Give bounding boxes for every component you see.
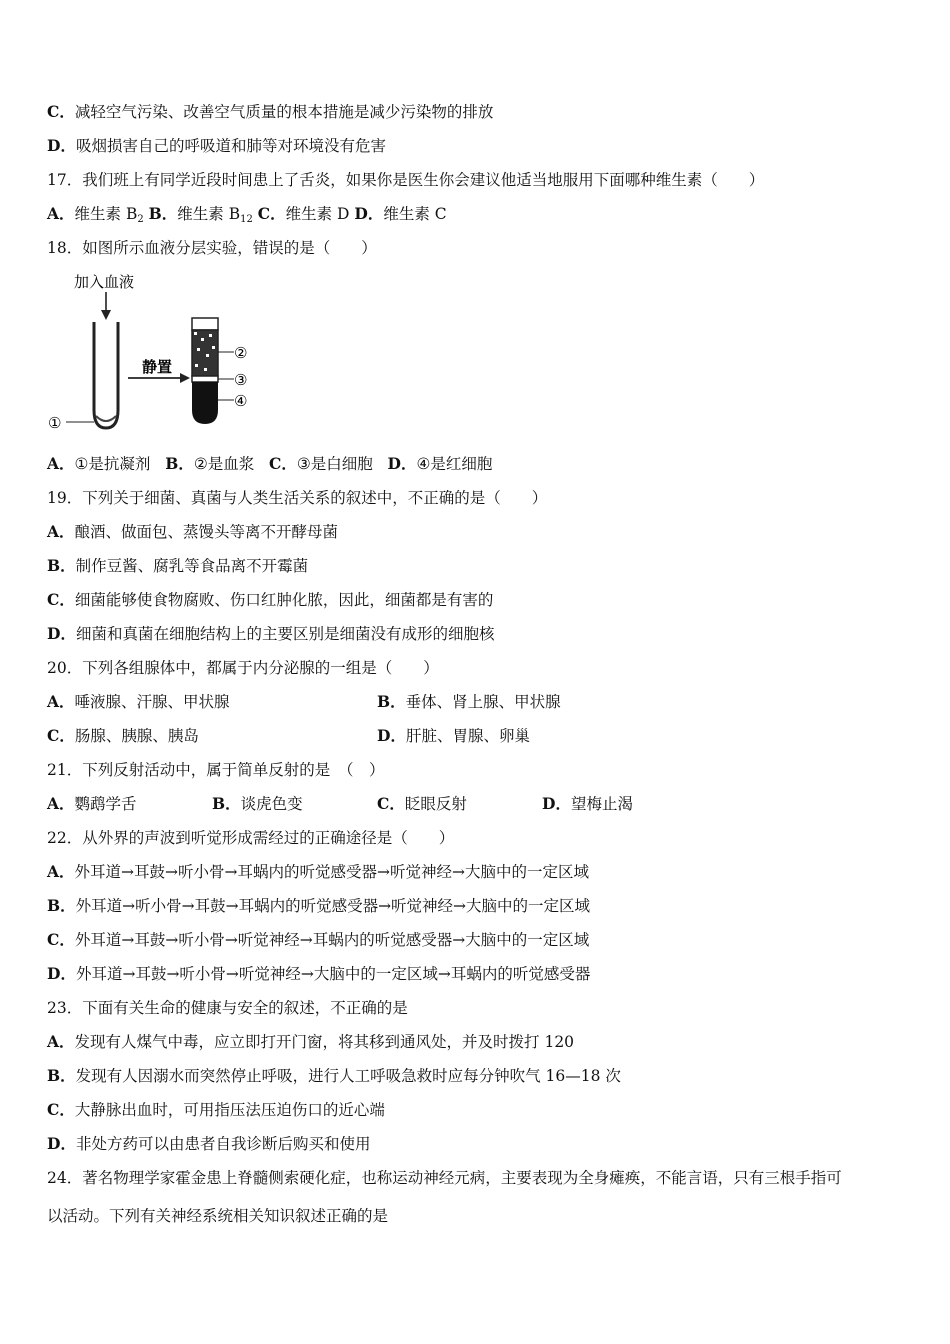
left-test-tube (94, 322, 118, 428)
q16-option-c: C．减轻空气污染、改善空气质量的根本措施是减少污染物的排放 (47, 102, 494, 121)
q19-option-b: B．制作豆酱、腐乳等食品离不开霉菌 (47, 556, 309, 575)
q17-options: A．维生素 $B_2$ B．维生素 $B_{12}$ C．维生素 D D．维生素 C (47, 204, 447, 225)
red-cell-layer (192, 382, 218, 424)
texture-dot (195, 364, 198, 367)
q17-stem: 17．我们班上有同学近段时间患上了舌炎，如果你是医生你会建议他适当地服用下面哪种维生素（ ） (47, 171, 765, 189)
add-blood-label: 加入血液 (74, 273, 135, 291)
q20-options-cd: C．肠腺、胰腺、胰岛 D．肝脏、胃腺、卵巢 (47, 726, 530, 745)
marker-2: ② (234, 344, 248, 362)
marker-1: ① (48, 414, 62, 432)
texture-dot (209, 334, 212, 337)
marker-4: ④ (234, 392, 248, 410)
q23-option-c: C．大静脉出血时，可用指压法压迫伤口的近心端 (47, 1100, 385, 1119)
texture-dot (194, 332, 197, 335)
q16-option-d: D．吸烟损害自己的呼吸道和肺等对环境没有危害 (47, 136, 386, 155)
q23-option-d: D．非处方药可以由患者自我诊断后购买和使用 (47, 1134, 371, 1153)
right-tube-rim (192, 318, 218, 330)
marker-3: ③ (234, 371, 248, 389)
texture-dot (212, 346, 215, 349)
q19-option-c: C．细菌能够使食物腐败、伤口红肿化脓，因此，细菌都是有害的 (47, 590, 494, 609)
q18-options: A．①是抗凝剂 B．②是血浆 C．③是白细胞 D．④是红细胞 (47, 454, 493, 473)
white-cell-layer (192, 376, 218, 382)
q22-option-c: C．外耳道→耳鼓→听小骨→听觉神经→耳蜗内的听觉感受器→大脑中的一定区域 (47, 930, 590, 949)
q23-option-a: A．发现有人煤气中毒，应立即打开门窗，将其移到通风处，并及时拨打 120 (47, 1032, 575, 1051)
still-label: 静置 (142, 358, 173, 376)
q19-option-d: D．细菌和真菌在细胞结构上的主要区别是细菌没有成形的细胞核 (47, 624, 495, 643)
texture-dot (197, 348, 200, 351)
q22-stem: 22．从外界的声波到听觉形成需经过的正确途径是（ ） (47, 829, 455, 847)
texture-dot (206, 354, 209, 357)
q22-option-b: B．外耳道→听小骨→耳鼓→耳蜗内的听觉感受器→听觉神经→大脑中的一定区域 (47, 896, 591, 915)
texture-dot (201, 338, 204, 341)
q22-option-d: D．外耳道→耳鼓→听小骨→听觉神经→大脑中的一定区域→耳蜗内的听觉感受器 (47, 964, 591, 983)
q24-stem: 24．著名物理学家霍金患上脊髓侧索硬化症，也称运动神经元病，主要表现为全身瘫痪，不能言语，只有三根手指可 (47, 1169, 842, 1187)
exam-page: C．减轻空气污染、改善空气质量的根本措施是减少污染物的排放 D．吸烟损害自己的呼吸道和肺等对环境没有危害 17．我们班上有同学近段时间患上了舌炎，如果你是医生你会建议他适当地服用下面哪种维生素（ ） A．维生素 $B_2$ B．维生素 $B_{12}$ C．维生素 D D．维生素 C 18．如图所示血液分层实验，错误的是（ ） 加入血液 ① 静置 ② ③ ④ A．①是抗凝剂 B．②是血浆 C．③是白细胞 D．④是红细胞 19．下列关于细菌、真菌与人类生活关系的叙述中，不正确的是（ ） A．酿酒、做面包、蒸馒头等离不开酵母菌 B．制作豆酱、腐乳等食品离不开霉菌 C．细菌能够使食物腐败、伤口红肿化脓，因此，细菌都是有害的 D．细菌和真菌在细胞结构上的主要区别是细菌没有成形的细胞核 20．下列各组腺体中，都属于内分泌腺的一组是（ ） A．唾液腺、汗腺、甲状腺 B．垂体、肾上腺、甲状腺 C．肠腺、胰腺、胰岛 D．肝脏、胃腺、卵巢 21．下列反射活动中，属于简单反射的是 （ ） A．鹦鹉学舌 B．谈虎色变 C．眨眼反射 D．望梅止渴 22．从外界的声波到听觉形成需经过的正确途径是（ ） A．外耳道→耳鼓→听小骨→耳蜗内的听觉感受器→听觉神经→大脑中的一定区域 B．外耳道→听小骨→耳鼓→耳蜗内的听觉感受器→听觉神经→大脑中的一定区域 C．外耳道→耳鼓→听小骨→听觉神经→耳蜗内的听觉感受器→大脑中的一定区域 D．外耳道→耳鼓→听小骨→听觉神经→大脑中的一定区域→耳蜗内的听觉感受器 23．下面有关生命的健康与安全的叙述，不正确的是 A．发现有人煤气中毒，应立即打开门窗，将其移到通风处，并及时拨打 120 B．发现有人因溺水而突然停止呼吸，进行人工呼吸急救时应每分钟吹气 16—18 次 C．大静脉出血时，可用指压法压迫伤口的近心端 D．非处方药可以由患者自我诊断后购买和使用 24．著名物理学家霍金患上脊髓侧索硬化症，也称运动神经元病，主要表现为全身瘫痪，不能言语，只有三根手指可 以活动。下列有关神经系统相关知识叙述正确的是 (0, 0, 950, 1344)
pour-arrow-head (101, 310, 111, 320)
anticoagulant-layer (96, 416, 116, 421)
q20-stem: 20．下列各组腺体中，都属于内分泌腺的一组是（ ） (47, 659, 439, 677)
still-arrow-head (180, 373, 190, 383)
q23-stem: 23．下面有关生命的健康与安全的叙述，不正确的是 (47, 999, 408, 1017)
q23-option-b: B．发现有人因溺水而突然停止呼吸，进行人工呼吸急救时应每分钟吹气 16—18 次 (47, 1066, 621, 1085)
texture-dot (204, 368, 207, 371)
q21-stem: 21．下列反射活动中，属于简单反射的是 （ ） (47, 761, 385, 779)
q22-option-a: A．外耳道→耳鼓→听小骨→耳蜗内的听觉感受器→听觉神经→大脑中的一定区域 (47, 862, 589, 881)
q24-stem-continued: 以活动。下列有关神经系统相关知识叙述正确的是 (47, 1207, 389, 1225)
q18-stem: 18．如图所示血液分层实验，错误的是（ ） (47, 239, 377, 257)
q19-option-a: A．酿酒、做面包、蒸馒头等离不开酵母菌 (47, 522, 339, 541)
q19-stem: 19．下列关于细菌、真菌与人类生活关系的叙述中，不正确的是（ ） (47, 489, 548, 507)
blood-layer-figure (44, 268, 284, 438)
q20-options-ab: A．唾液腺、汗腺、甲状腺 B．垂体、肾上腺、甲状腺 (47, 692, 561, 711)
